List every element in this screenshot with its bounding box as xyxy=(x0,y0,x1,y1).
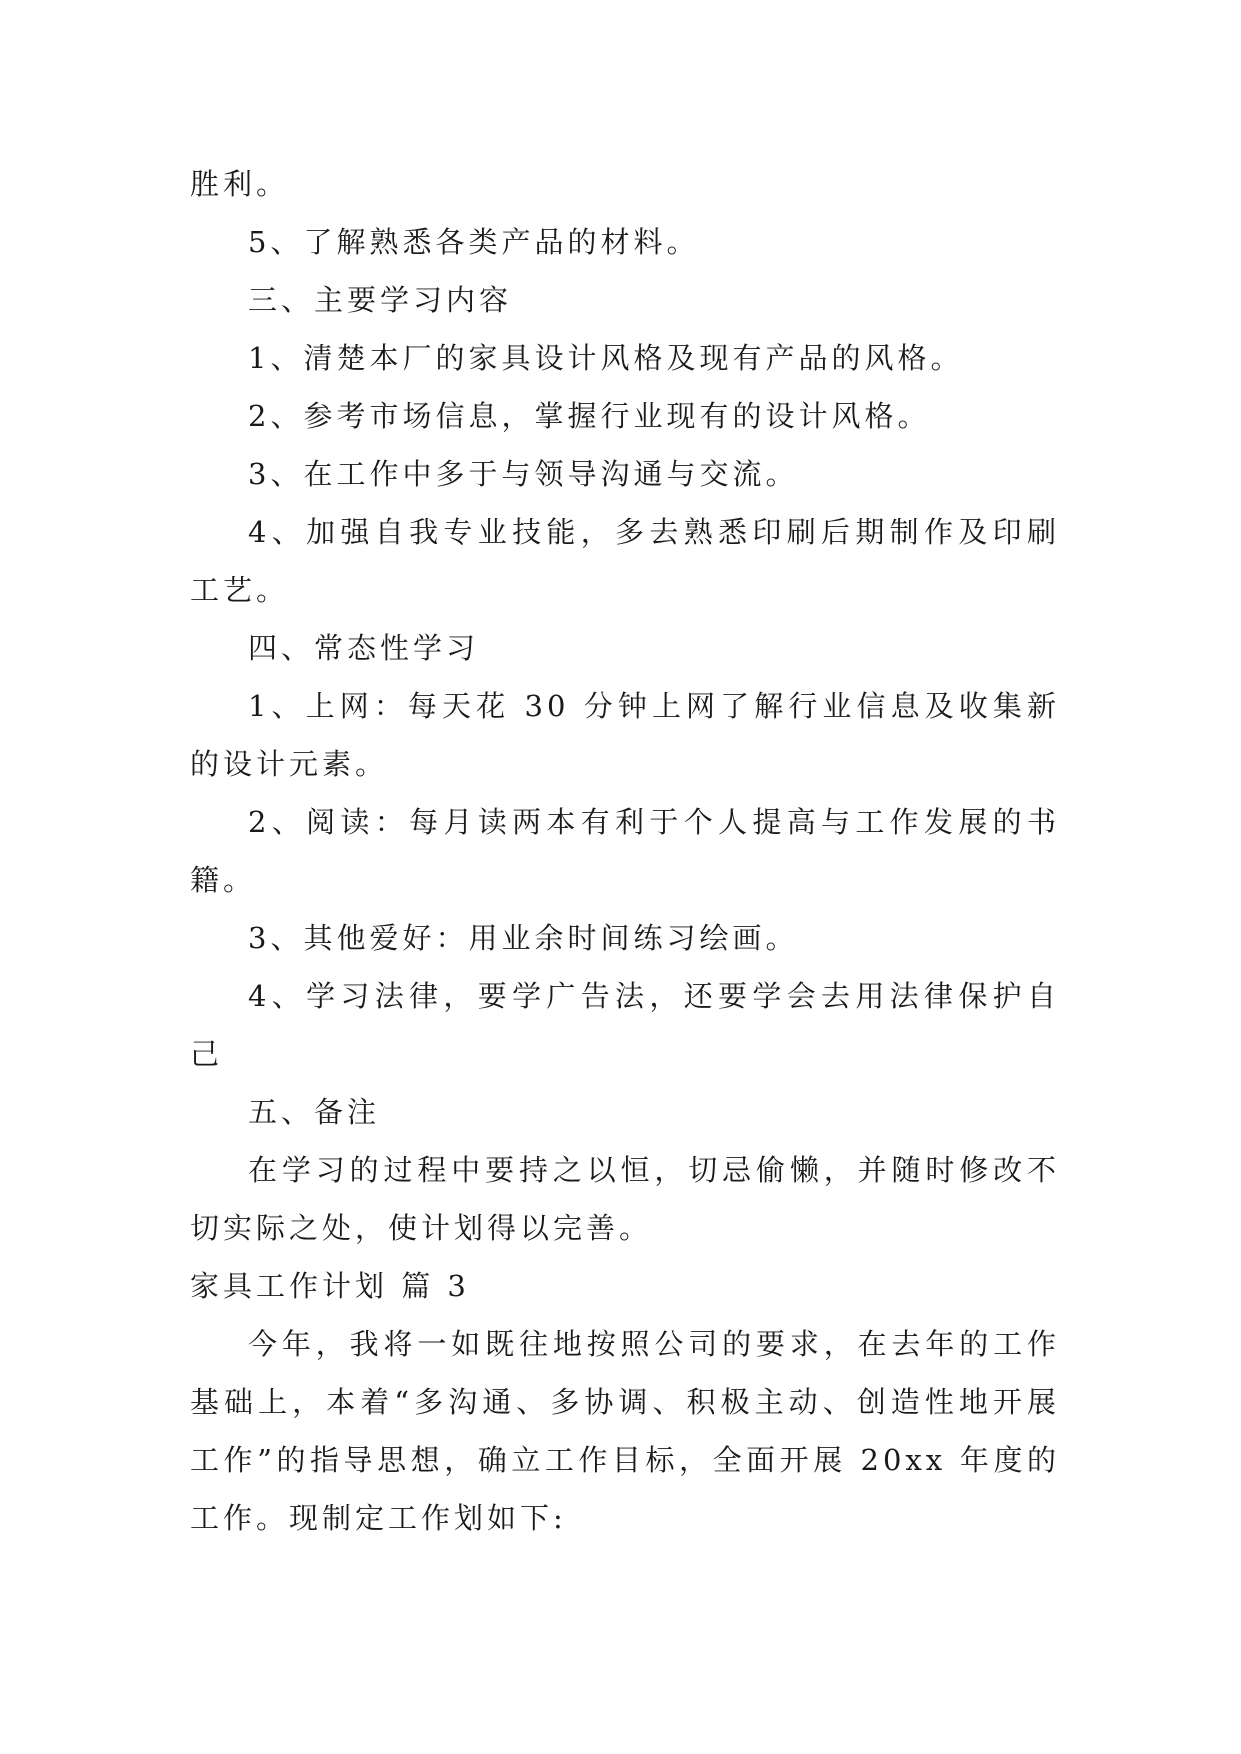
section-heading-4: 四、常态性学习 xyxy=(248,631,480,665)
paragraph-6: 3、在工作中多于与领导沟通与交流。 xyxy=(248,457,799,491)
document-body xyxy=(190,155,1060,1547)
paragraph-11: 3、其他爱好：用业余时间练习绘画。 xyxy=(248,921,799,955)
paragraph-14: 在学习的过程中要持之以恒，切忌偷懒，并随时修改不切实际之处，使计划得以完善。 xyxy=(190,1153,1060,1245)
paragraph-7: 4、加强自我专业技能，多去熟悉印刷后期制作及印刷工艺。 xyxy=(190,515,1060,607)
paragraph-5: 2、参考市场信息，掌握行业现有的设计风格。 xyxy=(248,399,931,433)
paragraph-2: 5、了解熟悉各类产品的材料。 xyxy=(248,225,700,259)
paragraph-10: 2、阅读：每月读两本有利于个人提高与工作发展的书籍。 xyxy=(190,805,1060,897)
paragraph-16: 今年，我将一如既往地按照公司的要求，在去年的工作基础上，本着“多沟通、多协调、积极主动、创造性地开展工作”的指导思想，确立工作目标，全面开展 20xx 年度的工作。现制定工作划如下: xyxy=(190,1327,1060,1535)
article-title: 家具工作计划 篇 3 xyxy=(190,1269,470,1303)
paragraph-9: 1、上网：每天花 30 分钟上网了解行业信息及收集新的设计元素。 xyxy=(190,689,1060,781)
section-heading-3: 三、主要学习内容 xyxy=(248,283,513,317)
paragraph-12: 4、学习法律，要学广告法，还要学会去用法律保护自己 xyxy=(190,979,1060,1071)
paragraph-1: 胜利。 xyxy=(190,167,290,201)
section-heading-5: 五、备注 xyxy=(248,1095,381,1129)
paragraph-4: 1、清楚本厂的家具设计风格及现有产品的风格。 xyxy=(248,341,964,375)
